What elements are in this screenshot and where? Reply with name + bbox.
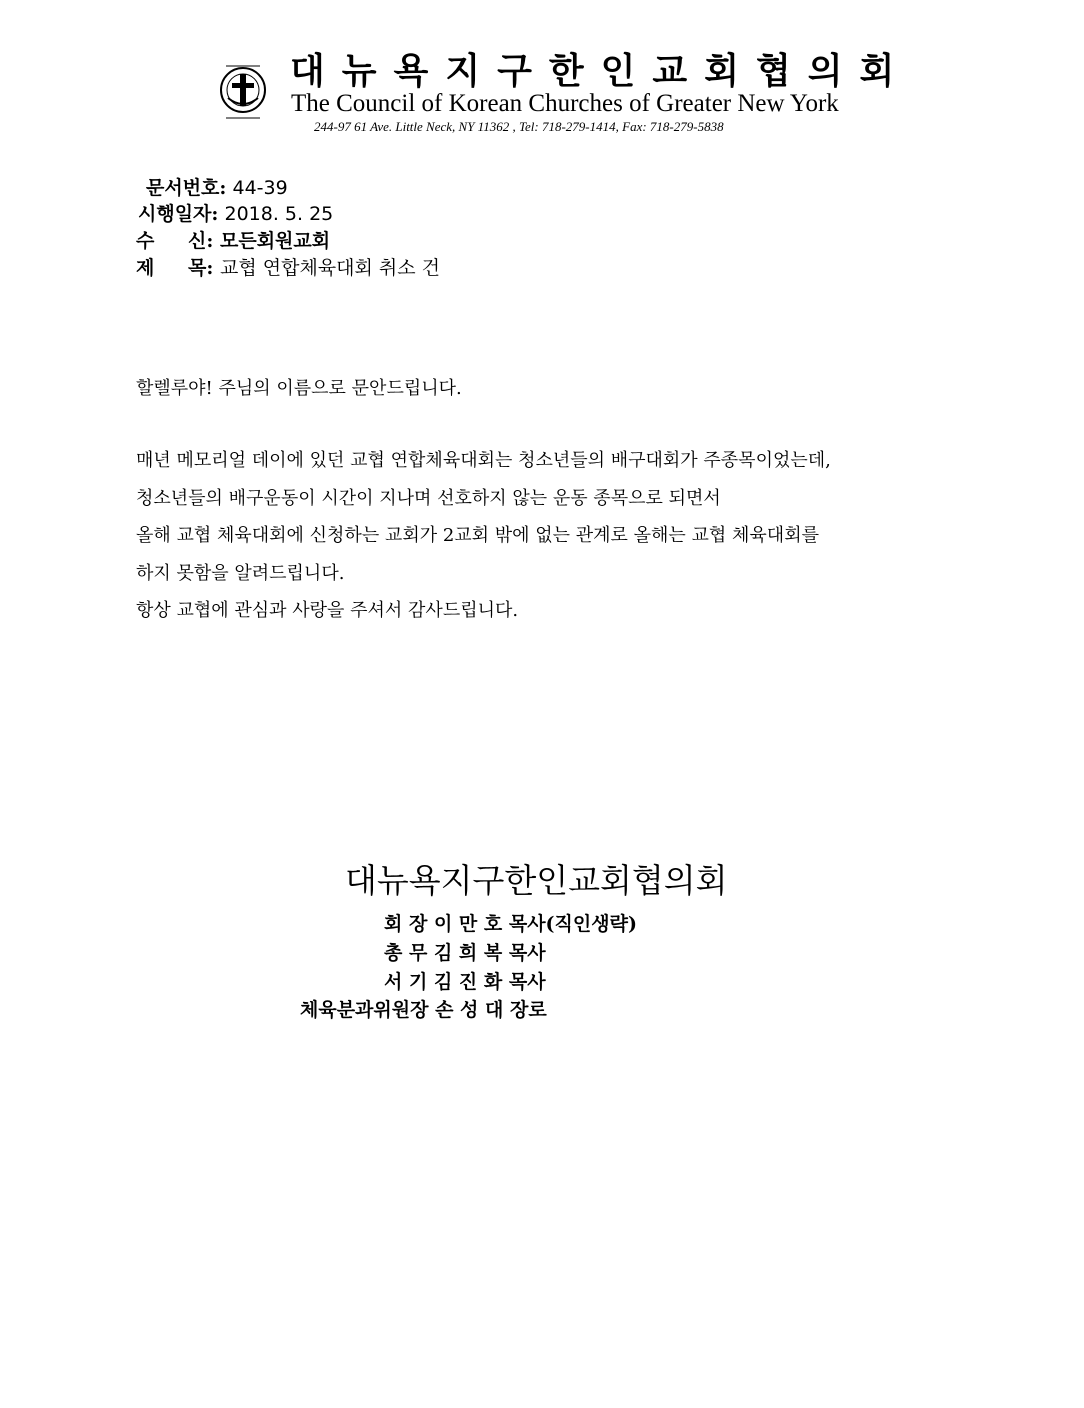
- recipient-row: [136, 229, 330, 253]
- signature-president: 회 장 이 만 호 목사(직인생략): [384, 913, 637, 935]
- recipient-label-b: 신:: [188, 230, 214, 252]
- signature-secretary: 서 기 김 진 화 목사: [384, 971, 546, 993]
- church-cross-seal-icon: [218, 50, 268, 130]
- subject-label-a: 제: [136, 257, 155, 279]
- body-line: 청소년들의 배구운동이 시간이 지나며 선호하지 않는 운동 종목으로 되면서: [136, 488, 721, 509]
- date-row: [138, 202, 333, 226]
- org-title-korean: 대뉴욕지구한인교회협의회: [290, 51, 912, 92]
- org-title-english: The Council of Korean Churches of Greater New York: [291, 90, 839, 117]
- org-address: 244-97 61 Ave. Little Neck, NY 11362 , Tel: 718-279-1414, Fax: 718-279-5838: [314, 119, 724, 134]
- subject-value: 교협 연합체육대회 취소 건: [220, 257, 441, 279]
- body-line: 항상 교협에 관심과 사랑을 주셔서 감사드립니다.: [136, 600, 519, 621]
- signature-sports-chair: 체육분과위원장 손 성 대 장로: [300, 999, 547, 1021]
- date-value: 2018. 5. 25: [224, 203, 334, 225]
- doc-number-label: 문서번호:: [146, 177, 227, 199]
- subject-row: [136, 256, 440, 280]
- signature-general-secretary: 총 무 김 희 복 목사: [384, 942, 546, 964]
- council-logo: [218, 50, 268, 130]
- footer-org-name: 대뉴욕지구한인교회협의회: [345, 861, 728, 900]
- date-label: 시행일자:: [138, 203, 219, 225]
- recipient-label-a: 수: [136, 230, 155, 252]
- body-line: 올해 교협 체육대회에 신청하는 교회가 2교회 밖에 없는 관계로 올해는 교협 체육대회를: [136, 525, 819, 546]
- doc-number-value: 44-39: [232, 177, 288, 199]
- subject-label-b: 목:: [188, 257, 214, 279]
- body-line: 하지 못함을 알려드립니다.: [136, 563, 345, 584]
- greeting: 할렐루야! 주님의 이름으로 문안드립니다.: [136, 378, 462, 399]
- doc-number-row: [146, 176, 288, 200]
- body-line: 매년 메모리얼 데이에 있던 교협 연합체육대회는 청소년들의 배구대회가 주종목이었는데,: [136, 450, 831, 471]
- recipient-value: 모든회원교회: [220, 230, 331, 252]
